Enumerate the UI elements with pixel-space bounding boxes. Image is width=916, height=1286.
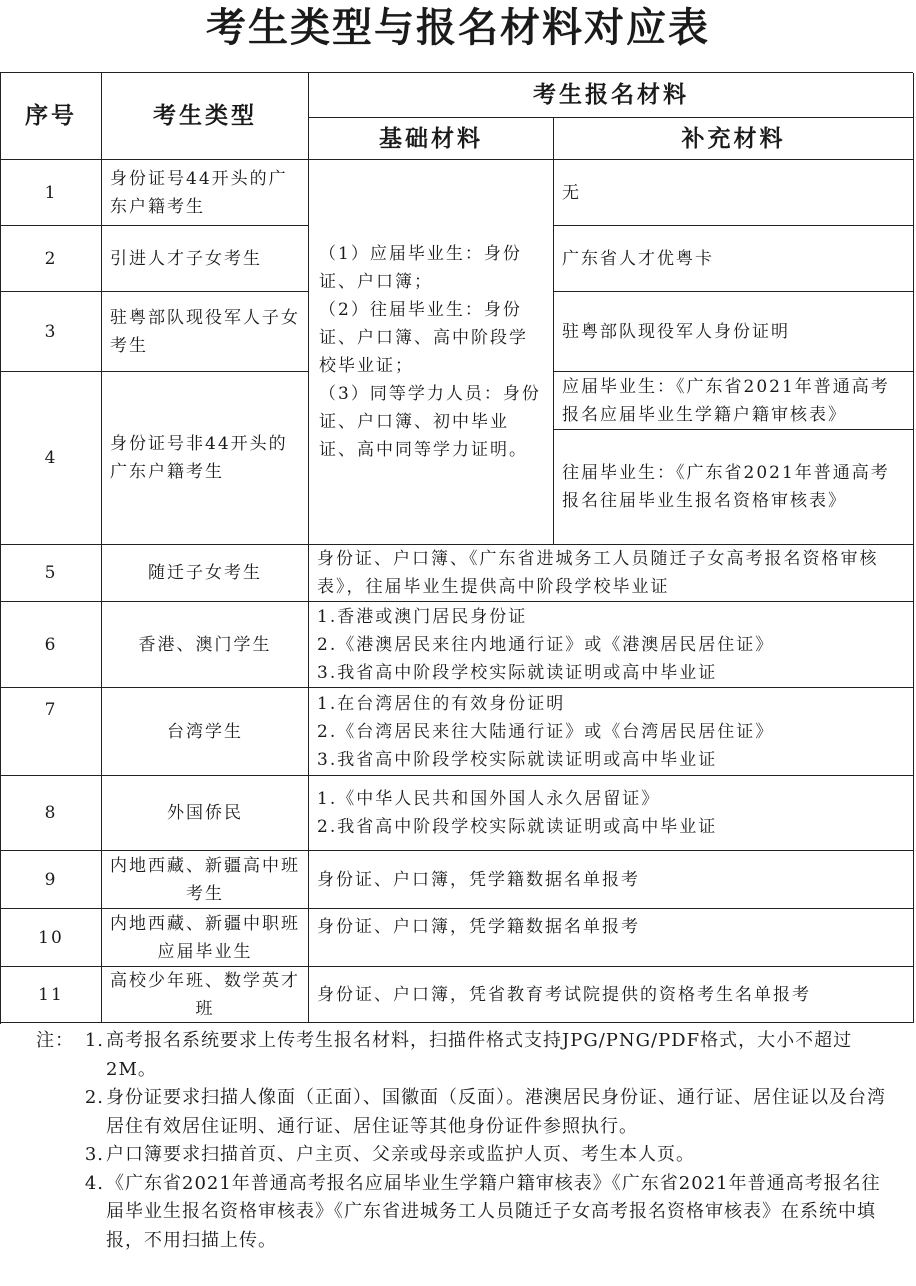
materials-table: [0, 72, 913, 1024]
materials-text: 身份证、户口簿，凭学籍数据名单报考: [309, 851, 914, 909]
note-number: 2.: [84, 1087, 104, 1108]
note-text: 高考报名系统要求上传考生报名材料，扫描件格式支持JPG/PNG/PDF格式，大小不超过2M。: [106, 1030, 853, 1080]
note-item: [36, 1027, 896, 1084]
basic-item: （2）往届毕业生：身份证、户口簿、高中阶段学校毕业证；: [319, 300, 528, 376]
materials-list: [309, 776, 914, 851]
row-number: 11: [1, 967, 102, 1023]
material-item: 2.我省高中阶段学校实际就读证明或高中毕业证: [317, 817, 718, 837]
material-item: 1.在台湾居住的有效身份证明: [317, 693, 566, 714]
supplement-material: 应届毕业生：《广东省2021年普通高考报名应届毕业生学籍户籍审核表》: [554, 372, 914, 430]
note-number: 4.: [84, 1172, 104, 1194]
material-item: 1.《中华人民共和国外国人永久居留证》: [317, 789, 661, 809]
materials-text: 身份证、户口簿、《广东省进城务工人员随迁子女高考报名资格审核表》，往届毕业生提供高中阶段学校毕业证: [309, 545, 914, 602]
supplement-material: 驻粤部队现役军人身份证明: [554, 292, 914, 372]
candidate-type: 内地西藏、新疆高中班考生: [102, 851, 309, 909]
candidate-type: 随迁子女考生: [102, 545, 309, 602]
basic-item: （1）应届毕业生：身份证、户口簿；: [319, 244, 522, 292]
candidate-type: 香港、澳门学生: [102, 602, 309, 688]
material-item: 2.《港澳居民来往内地通行证》或《港澳居民居住证》: [317, 634, 775, 655]
candidate-type: 驻粤部队现役军人子女考生: [102, 292, 309, 372]
note-text: 《广东省2021年普通高考报名应届毕业生学籍户籍审核表》《广东省2021年普通高考报名往届毕业生报名资格审核表》《广东省进城务工人员随迁子女高考报名资格审核表》在系统中填报，不用扫描上传。: [106, 1172, 881, 1251]
row-number: 5: [1, 545, 102, 602]
supplement-material: 往届毕业生：《广东省2021年普通高考报名往届毕业生报名资格审核表》: [554, 430, 914, 545]
row-number: 4: [1, 372, 102, 545]
header-basic: 基础材料: [309, 118, 554, 160]
note-text: 身份证要求扫描人像面（正面）、国徽面（反面）。港澳居民身份证、通行证、居住证以及台湾居住有效居住证明、通行证、居住证等其他身份证件参照执行。: [106, 1087, 886, 1137]
candidate-type: 内地西藏、新疆中职班应届毕业生: [102, 909, 309, 967]
supplement-material: 广东省人才优粤卡: [554, 226, 914, 292]
header-materials: 考生报名材料: [309, 73, 914, 118]
header-seq: 序号: [1, 73, 102, 160]
materials-list: [309, 688, 914, 776]
candidate-type: 高校少年班、数学英才班: [102, 967, 309, 1023]
note-item: [36, 1170, 896, 1256]
row-number: 10: [1, 909, 102, 967]
materials-list: [309, 602, 914, 688]
row-number: 1: [1, 160, 102, 226]
candidate-type: 身份证号44开头的广东户籍考生: [102, 160, 309, 226]
row-number: 2: [1, 226, 102, 292]
notes-section: [36, 1027, 896, 1255]
row-number: 7: [1, 688, 102, 776]
candidate-type: 台湾学生: [102, 688, 309, 776]
row-number: 9: [1, 851, 102, 909]
materials-text: 身份证、户口簿，凭省教育考试院提供的资格考生名单报考: [309, 967, 914, 1023]
supplement-material: 无: [554, 160, 914, 226]
material-item: 1.香港或澳门居民身份证: [317, 606, 528, 627]
basic-materials-shared: [309, 160, 554, 545]
note-number: 1.: [84, 1030, 104, 1051]
material-item: 3.我省高中阶段学校实际就读证明或高中毕业证: [317, 749, 718, 770]
row-number: 8: [1, 776, 102, 851]
row-number: 6: [1, 602, 102, 688]
material-item: 2.《台湾居民来往大陆通行证》或《台湾居民居住证》: [317, 721, 775, 742]
note-text: 户口簿要求扫描首页、户主页、父亲或母亲或监护人页、考生本人页。: [106, 1144, 695, 1165]
header-type: 考生类型: [102, 73, 309, 160]
candidate-type: 外国侨民: [102, 776, 309, 851]
note-item: [36, 1084, 896, 1141]
note-item: [36, 1141, 896, 1170]
header-supplement: 补充材料: [554, 118, 914, 160]
basic-item: （3）同等学力人员：身份证、户口簿、初中毕业证、高中同等学力证明。: [319, 384, 541, 460]
candidate-type: 身份证号非44开头的广东户籍考生: [102, 372, 309, 545]
materials-text: 身份证、户口簿，凭学籍数据名单报考: [309, 909, 914, 967]
material-item: 3.我省高中阶段学校实际就读证明或高中毕业证: [317, 662, 718, 683]
note-number: 3.: [84, 1144, 104, 1165]
page-title: 考生类型与报名材料对应表: [206, 5, 710, 51]
row-number: 3: [1, 292, 102, 372]
candidate-type: 引进人才子女考生: [102, 226, 309, 292]
notes-label: 注：: [36, 1030, 74, 1051]
